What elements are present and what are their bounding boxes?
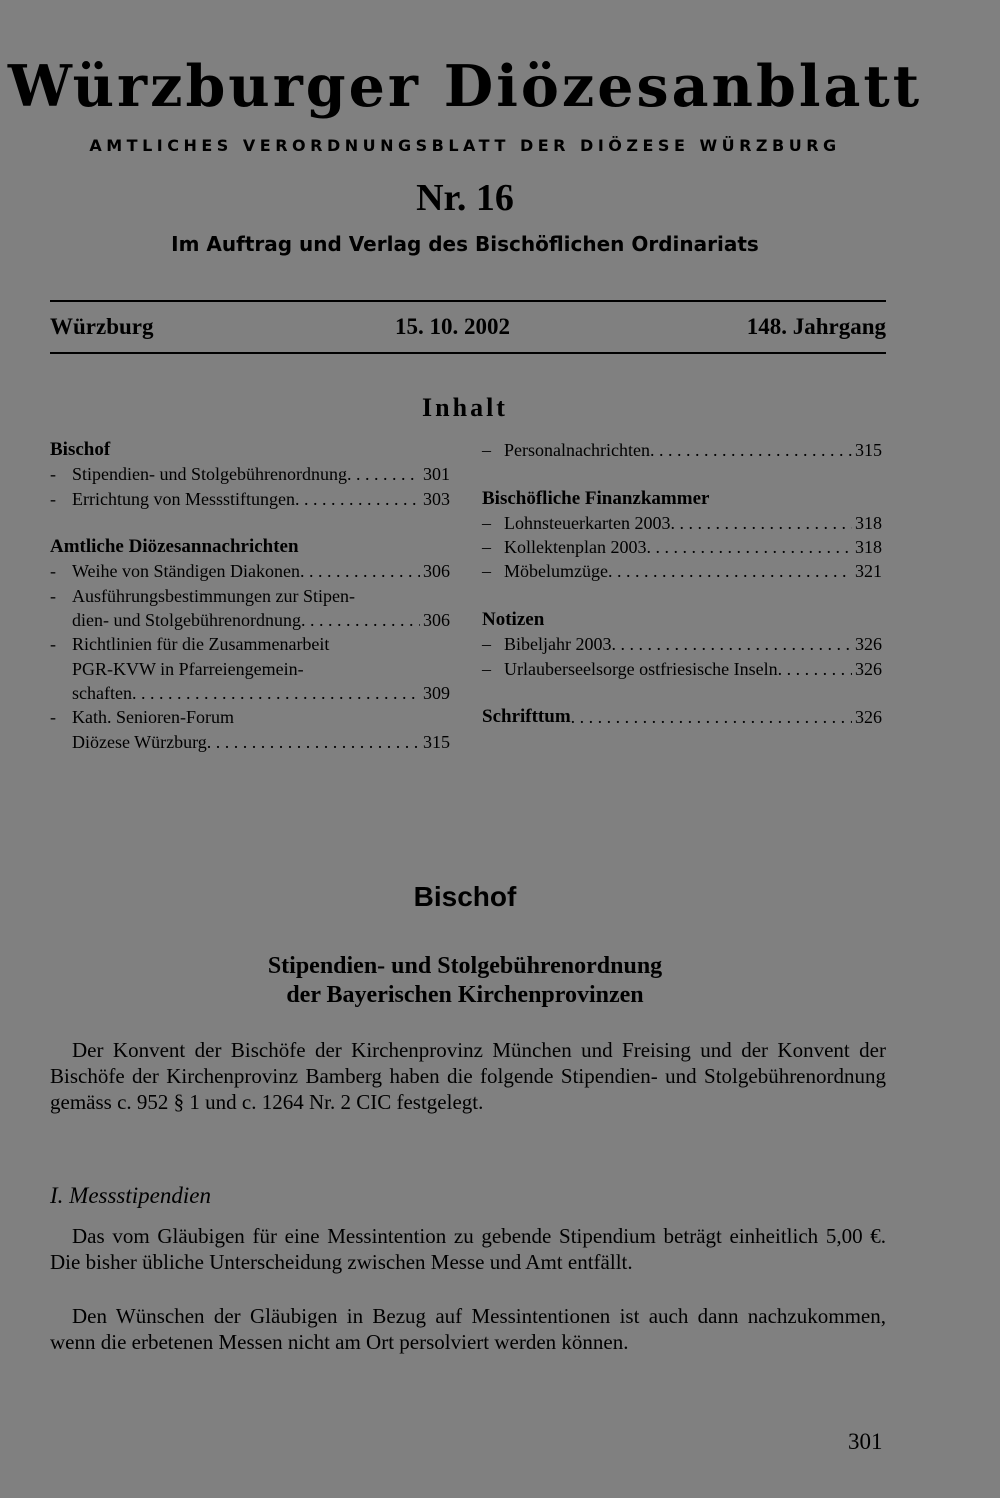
toc-entry-continued: PGR-KVW in Pfarreiengemein- (72, 658, 304, 679)
toc-entry[interactable]: – Personalnachrichten . . . 315 (482, 438, 882, 462)
bottom-rule (50, 352, 886, 354)
article-title-line2: der Bayerischen Kirchenprovinzen (286, 982, 644, 1008)
toc-section-bischof: Bischof (50, 439, 111, 460)
publisher-line: Im Auftrag und Verlag des Bischöflichen Ordinariats (171, 232, 759, 256)
dateline-place: Würzburg (50, 314, 154, 339)
toc-entry[interactable]: – Lohnsteuerkarten 2003 . . . 318 (482, 511, 882, 535)
dateline (50, 312, 886, 342)
toc-entry[interactable]: – Bibeljahr 2003 . . . 326 (482, 632, 882, 656)
toc-entry-continued: dien- und Stolgebührenordnung . . . 306 (50, 608, 450, 632)
top-rule (50, 300, 886, 302)
toc-section-amtliche: Amtliche Diözesannachrichten (50, 536, 299, 558)
intro-paragraph: Der Konvent der Bischöfe der Kirchenprovinz München und Freising und der Konvent der Bischöfe der Kirchenprovinz Bamberg haben die folgende Stipendien- und Stolgebührenordnung gemäss c. 952 § 1 und c. 1264 Nr. 2 CIC festgelegt. (50, 1038, 886, 1114)
masthead-title: Würzburger Diözesanblatt (7, 53, 923, 120)
issue-number: Nr. 16 (416, 177, 514, 219)
toc-entry-schrifttum[interactable]: Schrifttum . . . 326 (482, 705, 882, 729)
dateline-volume: 148. Jahrgang (746, 314, 886, 339)
toc-right-column (482, 438, 882, 730)
subheading: I. Messstipendien (50, 1183, 211, 1208)
dateline-date: 15. 10. 2002 (395, 314, 510, 339)
page-number: 301 (848, 1429, 883, 1454)
toc-entry[interactable]: - Ausführungsbestimmungen zur Stipen- (50, 585, 355, 606)
article-title (0, 952, 930, 1010)
toc-page-number: 321 (855, 561, 882, 582)
toc-page-number: 306 (423, 561, 450, 582)
toc-entry[interactable]: - Stipendien- und Stolgebührenordnung . . . 301 (50, 462, 450, 486)
body-paragraph: Den Wünschen der Gläubigen in Bezug auf Messintentionen ist auch dann nachzukommen, wenn die erbetenen Messen nicht am Ort persolviert werden können. (50, 1304, 886, 1354)
toc-entry-continued: Diözese Würzburg . . . 315 (50, 730, 450, 754)
toc-page-number: 326 (855, 658, 882, 679)
toc-entry[interactable]: - Errichtung von Messstiftungen . . . 303 (50, 487, 450, 511)
toc-page-number: 306 (423, 610, 450, 631)
toc-entry[interactable]: – Kollektenplan 2003 . . . 318 (482, 535, 882, 559)
toc-entry[interactable]: - Richtlinien für die Zusammenarbeit (50, 634, 330, 655)
toc-page-number: 326 (855, 634, 882, 655)
article-title-line1: Stipendien- und Stolgebührenordnung (267, 953, 663, 979)
toc-section-notizen: Notizen (482, 609, 545, 631)
toc-entry[interactable]: – Möbelumzüge . . . 321 (482, 559, 882, 583)
toc-page-number: 315 (855, 440, 882, 460)
toc-page-number: 303 (423, 488, 450, 509)
toc-page-number: 315 (423, 731, 450, 752)
toc-entry[interactable]: - Weihe von Ständigen Diakonen . . . 306 (50, 559, 450, 583)
toc-entry-continued: schaften . . . 309 (50, 681, 450, 705)
toc-entry[interactable]: – Urlauberseelsorge ostfriesische Inseln . . . 326 (482, 657, 882, 681)
toc-left-column (50, 438, 450, 754)
section-heading: Bischof (413, 881, 517, 912)
toc-heading: Inhalt (422, 393, 508, 422)
toc-entry[interactable]: - Kath. Senioren-Forum (50, 707, 234, 728)
toc-page-number: 326 (855, 707, 882, 728)
toc-page-number: 301 (423, 464, 450, 485)
toc-section-finanzkammer: Bischöfliche Finanzkammer (482, 487, 710, 509)
masthead-subtitle: AMTLICHES VERORDNUNGSBLATT DER DIÖZESE WÜRZBURG (89, 136, 841, 155)
toc-page-number: 309 (423, 682, 450, 703)
toc-page-number: 318 (855, 512, 882, 533)
body-paragraph: Das vom Gläubigen für eine Messintention zu gebende Stipendium beträgt einheitlich 5,00 €. Die bisher übliche Unterscheidung zwischen Messe und Amt entfällt. (50, 1224, 886, 1274)
toc-page-number: 318 (855, 537, 882, 558)
